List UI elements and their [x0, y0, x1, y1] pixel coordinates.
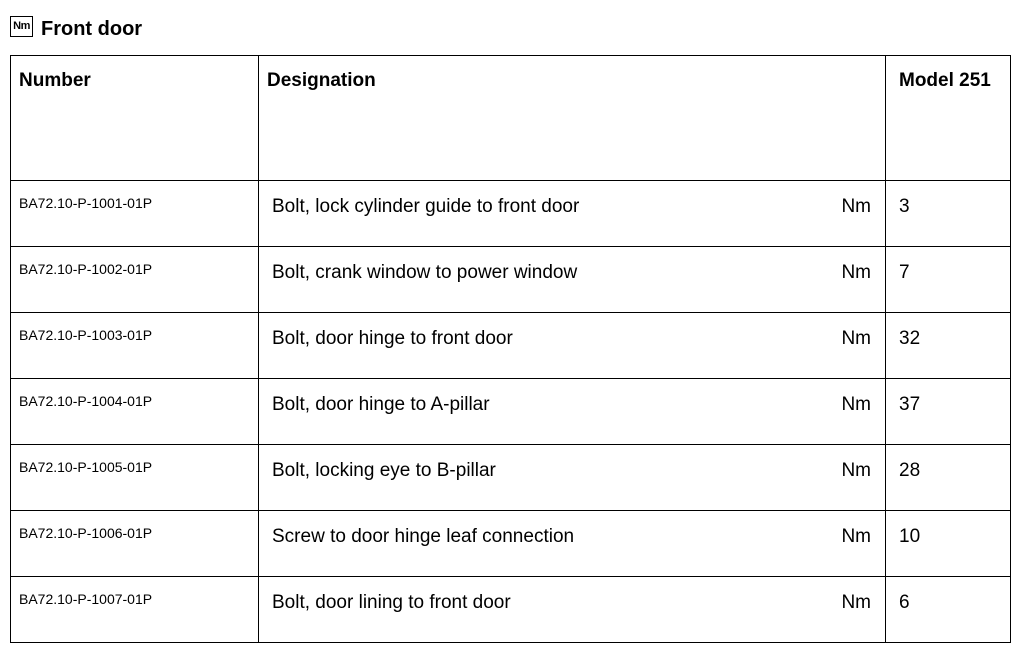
torque-value-cell: 37	[886, 379, 1011, 445]
designation-cell: Bolt, door hinge to front door Nm	[259, 313, 886, 379]
torque-nm-icon: Nm	[10, 16, 33, 37]
torque-value-cell: 7	[886, 247, 1011, 313]
column-header-model: Model 251	[886, 56, 1011, 181]
part-number-cell: BA72.10-P-1005-01P	[11, 445, 259, 511]
torque-value-cell: 28	[886, 445, 1011, 511]
table-row	[11, 313, 1011, 379]
torque-value-cell: 3	[886, 181, 1011, 247]
table-row	[11, 379, 1011, 445]
unit-label: Nm	[841, 394, 871, 415]
table-row	[11, 445, 1011, 511]
part-number-cell: BA72.10-P-1006-01P	[11, 511, 259, 577]
part-number-cell: BA72.10-P-1004-01P	[11, 379, 259, 445]
page-title: Front door	[41, 17, 143, 40]
column-header-designation: Designation	[259, 56, 886, 181]
unit-label: Nm	[841, 262, 871, 283]
table-header-row	[11, 56, 1011, 181]
section-header	[10, 12, 142, 42]
unit-label: Nm	[841, 526, 871, 547]
part-number-cell: BA72.10-P-1007-01P	[11, 577, 259, 643]
table-row	[11, 181, 1011, 247]
part-number-cell: BA72.10-P-1003-01P	[11, 313, 259, 379]
table-row	[11, 577, 1011, 643]
designation-cell: Bolt, lock cylinder guide to front door Nm	[259, 181, 886, 247]
designation-cell: Bolt, door hinge to A-pillar Nm	[259, 379, 886, 445]
torque-value-cell: 10	[886, 511, 1011, 577]
column-header-number: Number	[11, 56, 259, 181]
part-number-cell: BA72.10-P-1002-01P	[11, 247, 259, 313]
designation-cell: Bolt, door lining to front door Nm	[259, 577, 886, 643]
part-number-cell: BA72.10-P-1001-01P	[11, 181, 259, 247]
torque-value-cell: 6	[886, 577, 1011, 643]
designation-cell: Screw to door hinge leaf connection Nm	[259, 511, 886, 577]
unit-label: Nm	[841, 592, 871, 613]
torque-value-cell: 32	[886, 313, 1011, 379]
unit-label: Nm	[841, 460, 871, 481]
unit-label: Nm	[841, 196, 871, 217]
unit-label: Nm	[841, 328, 871, 349]
designation-cell: Bolt, crank window to power window Nm	[259, 247, 886, 313]
table-row	[11, 247, 1011, 313]
torque-spec-table	[10, 55, 1011, 643]
table-row	[11, 511, 1011, 577]
designation-cell: Bolt, locking eye to B-pillar Nm	[259, 445, 886, 511]
